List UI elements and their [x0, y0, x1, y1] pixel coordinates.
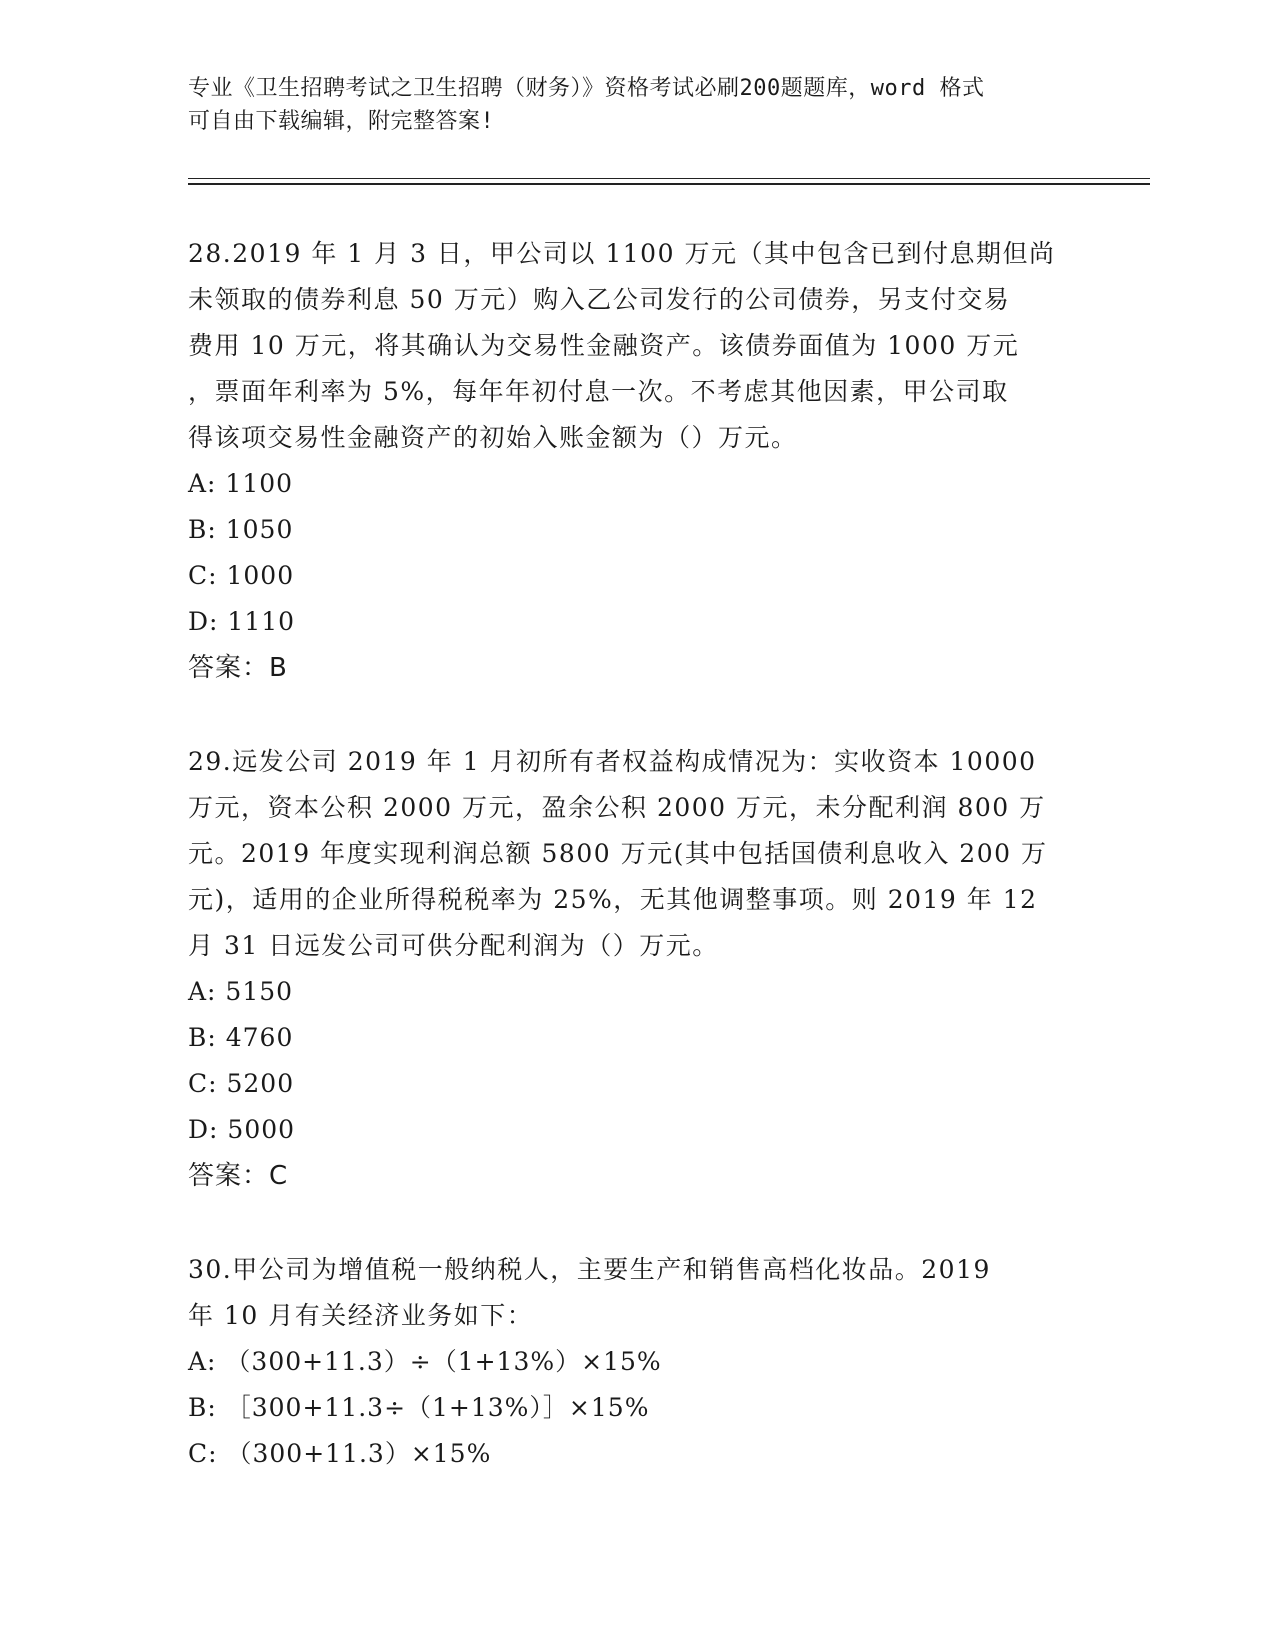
stem-line: 28.2019 年 1 月 3 日，甲公司以 1100 万元（其中包含已到付息期但尚: [188, 239, 1056, 268]
header-divider-thin: [188, 178, 1150, 179]
option-a: A: （300+11.3）÷（1+13%）×15%: [188, 1347, 662, 1376]
question-28: [188, 231, 1088, 691]
option-c: C: 1000: [188, 561, 295, 590]
option-b: B: 1050: [188, 515, 294, 544]
stem-line: 元。2019 年度实现利润总额 5800 万元(其中包括国债利息收入 200 万: [188, 839, 1048, 868]
header-divider-thick: [188, 183, 1150, 185]
option-a: A: 1100: [188, 469, 294, 498]
option-c: C: 5200: [188, 1069, 295, 1098]
stem-line: 29.远发公司 2019 年 1 月初所有者权益构成情况为：实收资本 10000: [188, 747, 1037, 776]
document-header: [188, 72, 1068, 138]
question-stem: [188, 1247, 1088, 1339]
stem-line: 元)，适用的企业所得税税率为 25%，无其他调整事项。则 2019 年 12: [188, 885, 1038, 914]
stem-line: ，票面年利率为 5%，每年年初付息一次。不考虑其他因素，甲公司取: [188, 377, 1009, 406]
question-list: [188, 231, 1088, 1525]
stem-line: 30.甲公司为增值税一般纳税人，主要生产和销售高档化妆品。2019: [188, 1255, 991, 1284]
question-stem: [188, 739, 1088, 969]
header-line-1: 专业《卫生招聘考试之卫生招聘（财务）》资格考试必刷200题题库，word 格式: [188, 76, 985, 101]
stem-line: 费用 10 万元，将其确认为交易性金融资产。该债券面值为 1000 万元: [188, 331, 1020, 360]
option-d: D: 5000: [188, 1115, 296, 1144]
stem-line: 年 10 月有关经济业务如下：: [188, 1301, 534, 1330]
option-b: B: 4760: [188, 1023, 294, 1052]
question-30: [188, 1247, 1088, 1477]
answer-line: 答案：C: [188, 1161, 289, 1191]
option-c: C: （300+11.3）×15%: [188, 1439, 492, 1468]
header-line-2: 可自由下载编辑，附完整答案!: [188, 109, 495, 134]
question-stem: [188, 231, 1088, 461]
stem-line: 万元，资本公积 2000 万元，盈余公积 2000 万元，未分配利润 800 万: [188, 793, 1046, 822]
stem-line: 未领取的债券利息 50 万元）购入乙公司发行的公司债券，另支付交易: [188, 285, 1011, 314]
stem-line: 得该项交易性金融资产的初始入账金额为（）万元。: [188, 423, 798, 452]
option-d: D: 1110: [188, 607, 296, 636]
stem-line: 月 31 日远发公司可供分配利润为（）万元。: [188, 931, 719, 960]
option-a: A: 5150: [188, 977, 294, 1006]
question-29: [188, 739, 1088, 1199]
answer-line: 答案：B: [188, 653, 288, 683]
option-b: B: ［300+11.3÷（1+13%）］×15%: [188, 1393, 650, 1422]
